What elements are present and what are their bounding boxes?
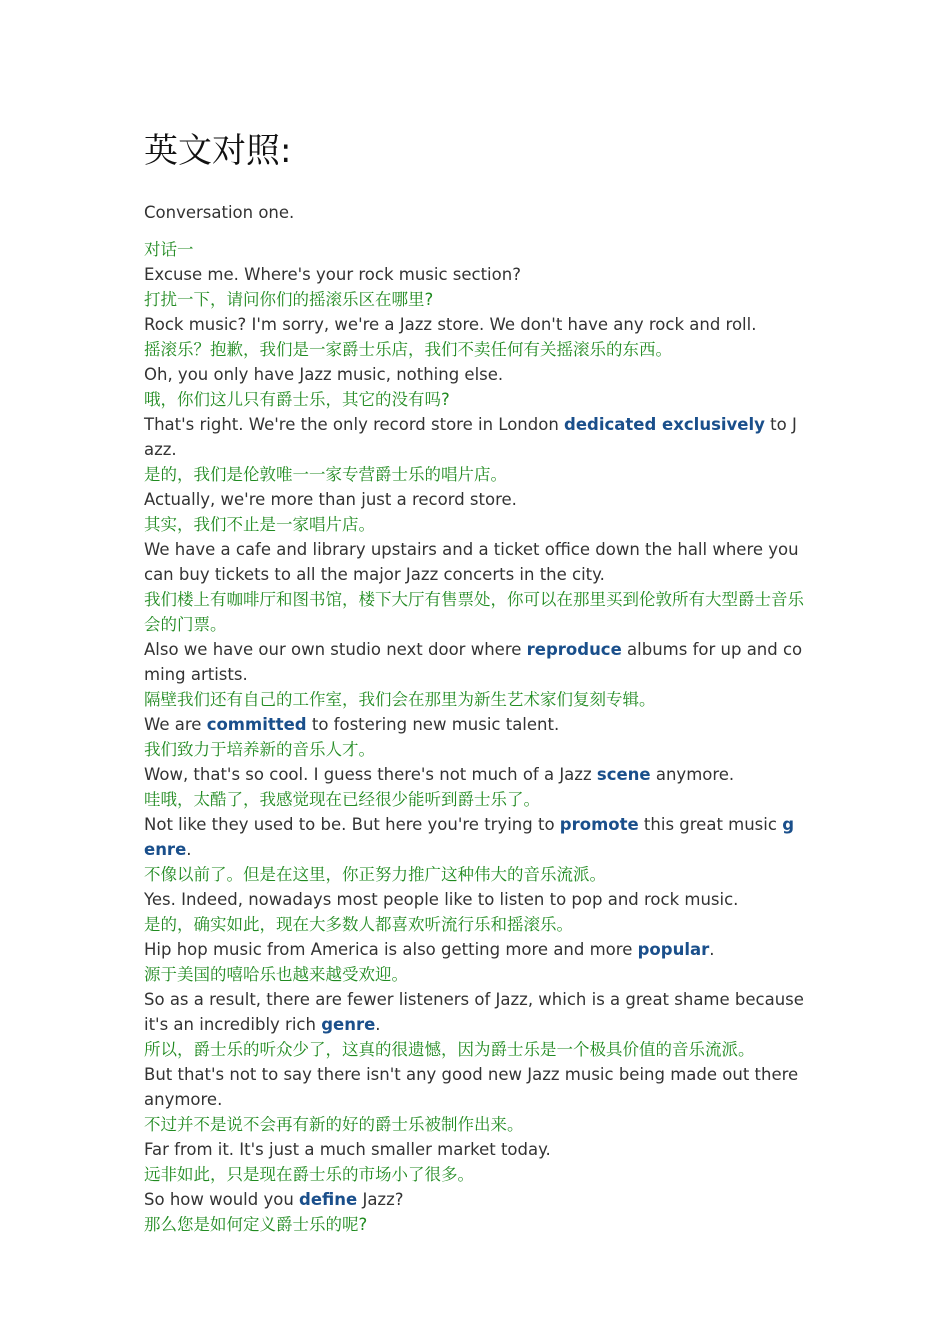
english-dialogue-line (144, 262, 804, 287)
english-dialogue-line (144, 762, 804, 787)
chinese-translation-line (144, 287, 804, 312)
line-text: Oh, you only have Jazz music, nothing else. (144, 365, 504, 384)
vocabulary-keyword: genre (321, 1015, 376, 1034)
english-dialogue-line (144, 987, 804, 1037)
chinese-translation-line (144, 512, 804, 537)
english-dialogue-line (144, 887, 804, 912)
line-text: 摇滚乐？抱歉，我们是一家爵士乐店，我们不卖任何有关摇滚乐的东西。 (144, 340, 672, 359)
vocabulary-keyword: promote (559, 815, 639, 834)
line-text: anymore. (650, 765, 735, 784)
line-text: 是的，我们是伦敦唯一一家专营爵士乐的唱片店。 (144, 465, 507, 484)
english-dialogue-line (144, 487, 804, 512)
vocabulary-keyword: committed (206, 715, 307, 734)
line-text: 哦，你们这儿只有爵士乐，其它的没有吗? (144, 390, 450, 409)
chinese-translation-line (144, 1037, 804, 1062)
english-dialogue-line (144, 1187, 804, 1212)
line-text: to fostering new music talent. (306, 715, 560, 734)
chinese-translation-line (144, 787, 804, 812)
line-text: 远非如此，只是现在爵士乐的市场小了很多。 (144, 1165, 474, 1184)
page-title: 英文对照: (144, 131, 292, 171)
vocabulary-keyword: define (299, 1190, 358, 1209)
line-text: But that's not to say there isn't any good new Jazz music being made out there anymore. (144, 1065, 799, 1109)
line-text: We have a cafe and library upstairs and a ticket office down the hall where you can buy tickets to all the major Jazz concerts in the city. (144, 540, 799, 584)
chinese-translation-line (144, 1162, 804, 1187)
line-text: We are (144, 715, 207, 734)
line-text: 隔壁我们还有自己的工作室，我们会在那里为新生艺术家们复刻专辑。 (144, 690, 656, 709)
line-text: 不像以前了。但是在这里，你正努力推广这种伟大的音乐流派。 (144, 865, 606, 884)
chinese-translation-line (144, 737, 804, 762)
line-text: Excuse me. Where's your rock music section? (144, 265, 521, 284)
line-text: 不过并不是说不会再有新的好的爵士乐被制作出来。 (144, 1115, 524, 1134)
line-text: 所以，爵士乐的听众少了，这真的很遗憾，因为爵士乐是一个极具价值的音乐流派。 (144, 1040, 755, 1059)
english-dialogue-line (144, 412, 804, 462)
english-dialogue-line (144, 1137, 804, 1162)
english-dialogue-line (144, 712, 804, 737)
line-text: Rock music? I'm sorry, we're a Jazz store. We don't have any rock and roll. (144, 315, 757, 334)
line-text: 对话一 (144, 240, 194, 259)
line-text: 哇哦，太酷了，我感觉现在已经很少能听到爵士乐了。 (144, 790, 540, 809)
line-text: So how would you (144, 1190, 300, 1209)
line-text: 我们楼上有咖啡厅和图书馆，楼下大厅有售票处，你可以在那里买到伦敦所有大型爵士音乐会的门票。 (144, 590, 804, 634)
vocabulary-keyword: popular (637, 940, 710, 959)
line-text: 那么您是如何定义爵士乐的呢? (144, 1215, 368, 1234)
english-dialogue-line (144, 937, 804, 962)
line-text: . (375, 1015, 381, 1034)
chinese-translation-line (144, 237, 804, 262)
chinese-translation-line (144, 912, 804, 937)
chinese-translation-line (144, 1112, 804, 1137)
english-dialogue-line (144, 362, 804, 387)
chinese-translation-line (144, 387, 804, 412)
line-text: 我们致力于培养新的音乐人才。 (144, 740, 375, 759)
english-dialogue-line (144, 812, 804, 862)
line-text: Yes. Indeed, nowadays most people like to listen to pop and rock music. (144, 890, 739, 909)
dialogue-transcript (144, 237, 804, 1237)
line-text: Not like they used to be. But here you're trying to (144, 815, 560, 834)
chinese-translation-line (144, 337, 804, 362)
english-dialogue-line (144, 1062, 804, 1112)
english-dialogue-line (144, 312, 804, 337)
chinese-translation-line (144, 1212, 804, 1237)
english-dialogue-line (144, 637, 804, 687)
chinese-translation-line (144, 462, 804, 487)
vocabulary-keyword: genre (144, 815, 794, 859)
line-text: Jazz? (357, 1190, 404, 1209)
chinese-translation-line (144, 687, 804, 712)
line-text: to Jazz. (144, 415, 797, 459)
line-text: . (186, 840, 192, 859)
line-text: Far from it. It's just a much smaller market today. (144, 1140, 551, 1159)
chinese-translation-line (144, 962, 804, 987)
line-text: Actually, we're more than just a record store. (144, 490, 517, 509)
vocabulary-keyword: dedicated exclusively (564, 415, 765, 434)
line-text: Wow, that's so cool. I guess there's not much of a Jazz (144, 765, 597, 784)
chinese-translation-line (144, 587, 804, 637)
line-text: 是的，确实如此，现在大多数人都喜欢听流行乐和摇滚乐。 (144, 915, 573, 934)
vocabulary-keyword: reproduce (526, 640, 622, 659)
line-text: albums for up and coming artists. (144, 640, 803, 684)
line-text: this great music (638, 815, 783, 834)
line-text: 源于美国的嘻哈乐也越来越受欢迎。 (144, 965, 408, 984)
line-text: That's right. We're the only record store in London (144, 415, 565, 434)
english-dialogue-line (144, 537, 804, 587)
line-text: Hip hop music from America is also getting more and more (144, 940, 638, 959)
line-text: So as a result, there are fewer listeners of Jazz, which is a great shame because it's an incredibly rich (144, 990, 804, 1034)
conversation-heading: Conversation one. (144, 203, 295, 222)
line-text: 其实，我们不止是一家唱片店。 (144, 515, 375, 534)
vocabulary-keyword: scene (596, 765, 651, 784)
chinese-translation-line (144, 862, 804, 887)
document-page (144, 128, 804, 1237)
line-text: 打扰一下，请问你们的摇滚乐区在哪里? (144, 290, 434, 309)
line-text: Also we have our own studio next door where (144, 640, 527, 659)
line-text: . (709, 940, 715, 959)
